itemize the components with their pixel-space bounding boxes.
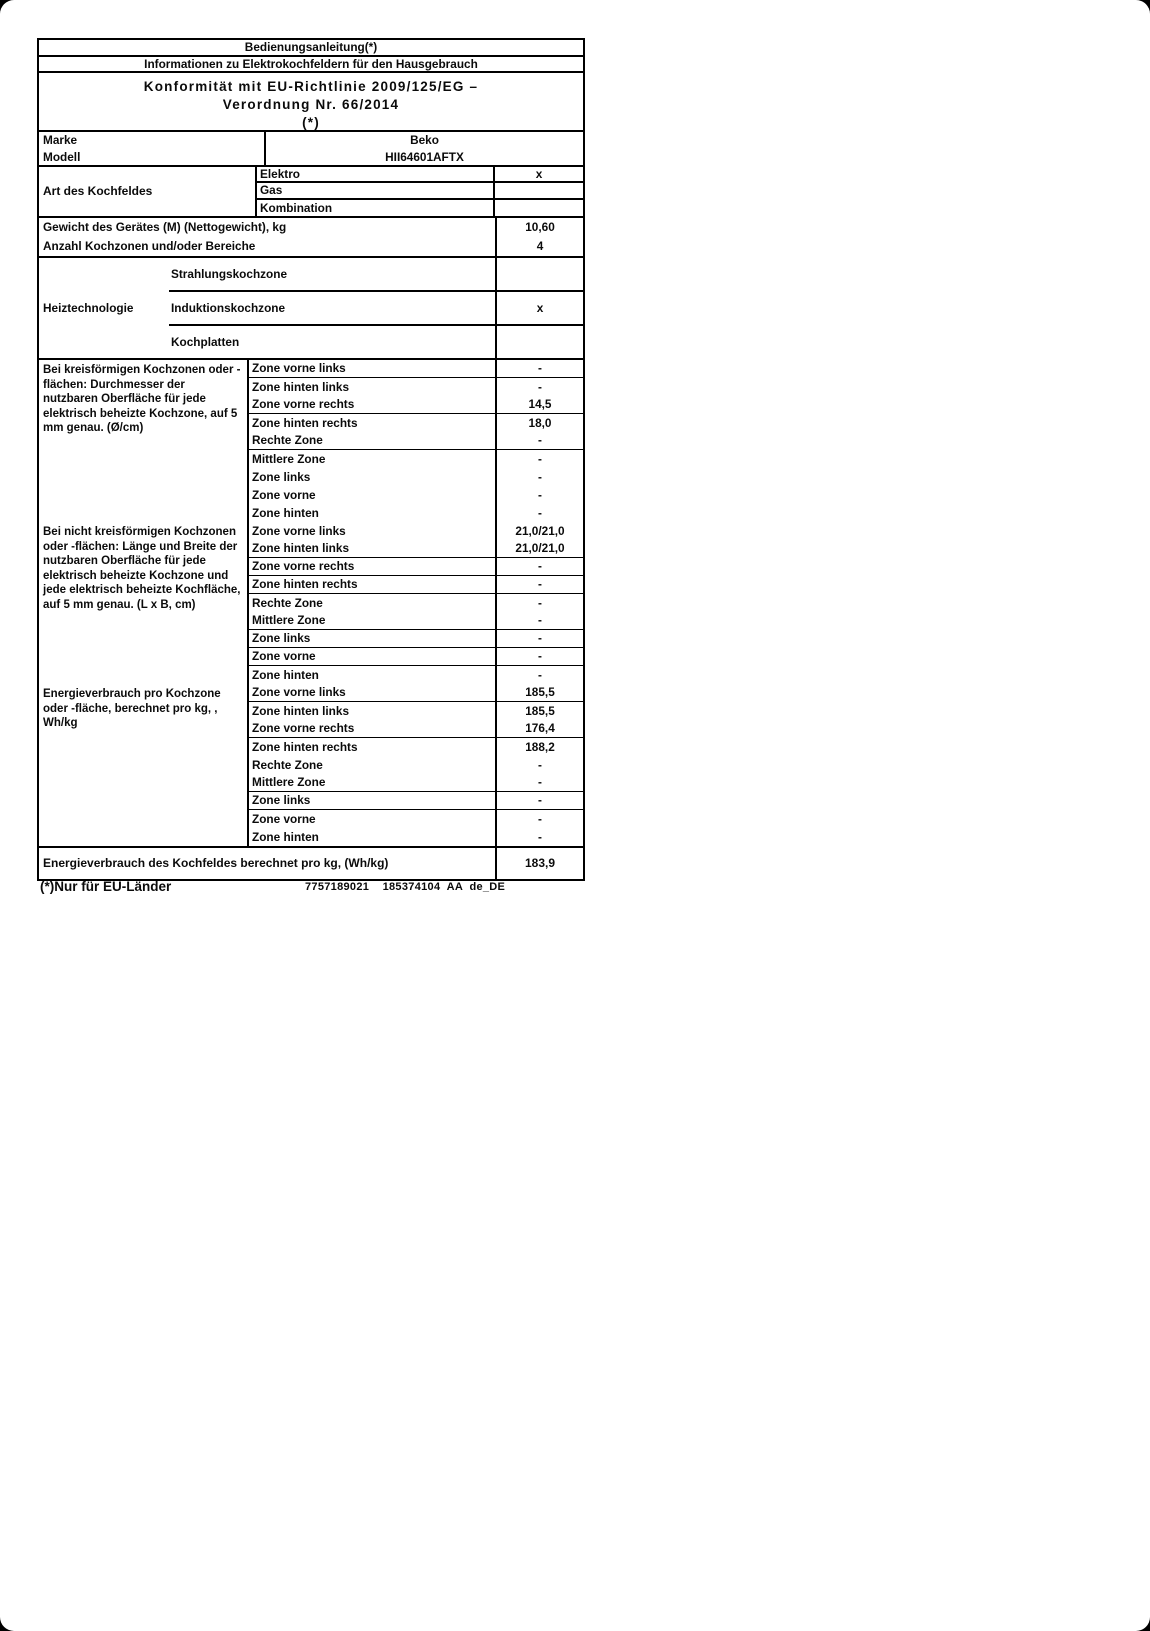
zone-value: - <box>495 486 583 504</box>
zone-name: Zone vorne rechts <box>252 721 355 736</box>
table-row <box>249 504 583 522</box>
energy-total-label: Energieverbrauch des Kochfeldes berechnet pro kg, (Wh/kg) <box>43 856 389 871</box>
zone-value: - <box>495 576 583 593</box>
energy-total-value: 183,9 <box>495 848 583 879</box>
table-row <box>249 756 583 774</box>
zone-name: Zone vorne links <box>252 361 346 376</box>
zone-name: Zone hinten <box>252 505 319 520</box>
brand-label: Marke <box>39 132 266 149</box>
zone-value: 14,5 <box>495 396 583 413</box>
zone-name: Mittlere Zone <box>252 775 326 790</box>
zone-name: Zone hinten <box>252 667 319 682</box>
zone-count-label: Anzahl Kochzonen und/oder Bereiche <box>43 239 256 254</box>
table-row <box>249 684 583 702</box>
weight-count-block <box>39 218 583 258</box>
hob-type-option-value <box>495 183 583 199</box>
zone-value: - <box>495 648 583 665</box>
table-row <box>169 258 583 292</box>
product-fiche-table <box>37 38 585 881</box>
zone-name: Zone links <box>252 631 311 646</box>
table-row <box>249 792 583 810</box>
heating-option-label: Kochplatten <box>171 334 240 349</box>
eu-countries-note: (*)Nur für EU-Länder <box>40 879 172 894</box>
circular-zones-section <box>39 360 583 522</box>
zone-name: Zone hinten links <box>252 379 350 394</box>
weight-value: 10,60 <box>495 218 583 237</box>
table-row <box>249 486 583 504</box>
heating-option-value <box>495 258 583 290</box>
zone-value: - <box>495 468 583 486</box>
heating-technology-label: Heiztechnologie <box>43 300 134 315</box>
heating-technology-block <box>39 258 583 360</box>
identity-block <box>39 132 583 167</box>
table-row <box>169 326 583 358</box>
zone-value: - <box>495 828 583 846</box>
doc-header-line1: Bedienungsanleitung(*) <box>39 40 583 57</box>
table-row <box>169 292 583 326</box>
hob-type-label: Art des Kochfeldes <box>39 167 257 216</box>
energy-per-zone-label: Energieverbrauch pro Kochzone oder -fläche, berechnet pro kg, , Wh/kg <box>39 684 249 846</box>
table-row <box>249 522 583 540</box>
zone-name: Zone vorne links <box>252 685 346 700</box>
zone-name: Zone hinten links <box>252 703 350 718</box>
hob-type-option-label: Elektro <box>257 167 495 183</box>
heating-option-label: Induktionskochzone <box>171 300 286 315</box>
model-label: Modell <box>39 149 266 166</box>
hob-type-option-label: Kombination <box>257 200 495 216</box>
circular-zones-label: Bei kreisförmigen Kochzonen oder -flächen: Durchmesser der nutzbaren Oberfläche für jede elektrisch beheizte Kochzone, auf 5 mm genau. (Ø/cm) <box>39 360 249 522</box>
zone-name: Mittlere Zone <box>252 451 326 466</box>
heating-technology-rows <box>169 258 583 358</box>
table-row <box>39 218 583 237</box>
hob-type-option-value: x <box>495 167 583 183</box>
zone-value: - <box>495 792 583 809</box>
zone-name: Zone hinten rechts <box>252 739 358 754</box>
zone-name: Zone hinten links <box>252 541 350 556</box>
table-row <box>249 702 583 720</box>
zone-name: Zone links <box>252 469 311 484</box>
table-row <box>249 468 583 486</box>
zone-name: Zone vorne rechts <box>252 397 355 412</box>
zone-name: Zone vorne <box>252 649 316 664</box>
zone-value: - <box>495 756 583 774</box>
zone-name: Rechte Zone <box>252 433 323 448</box>
zone-name: Zone vorne <box>252 487 316 502</box>
zone-name: Zone vorne rechts <box>252 559 355 574</box>
weight-label: Gewicht des Gerätes (M) (Nettogewicht), kg <box>43 220 287 235</box>
noncircular-zones-label: Bei nicht kreisförmigen Kochzonen oder -flächen: Länge und Breite der nutzbaren Oberfläche für jede elektrisch beheizte Kochzone und jede elektrisch beheizte Kochfläche, auf 5 mm genau. (L x B, cm) <box>39 522 249 684</box>
zone-value: 185,5 <box>495 702 583 720</box>
energy-per-zone-section <box>39 684 583 846</box>
energy-total-row <box>39 848 583 879</box>
zone-value: - <box>495 810 583 828</box>
zone-value: - <box>495 432 583 449</box>
zone-value: - <box>495 612 583 629</box>
zone-value: 185,5 <box>495 684 583 701</box>
document-code: 7757189021 185374104 AA de_DE <box>305 881 506 893</box>
table-row <box>249 450 583 468</box>
zone-value: 18,0 <box>495 414 583 432</box>
zone-name: Zone hinten <box>252 829 319 844</box>
table-row <box>249 360 583 378</box>
doc-title-line1: Konformität mit EU-Richtlinie 2009/125/EG – <box>143 79 479 94</box>
doc-title-line2: Verordnung Nr. 66/2014 <box>222 97 400 112</box>
heating-option-value: x <box>495 292 583 324</box>
zone-name: Mittlere Zone <box>252 613 326 628</box>
zone-value: 188,2 <box>495 738 583 756</box>
doc-title-note: (*) <box>302 115 320 130</box>
zone-value: - <box>495 594 583 612</box>
table-row <box>249 414 583 432</box>
table-row <box>249 738 583 756</box>
zone-name: Zone links <box>252 793 311 808</box>
table-row <box>249 432 583 450</box>
table-row <box>249 540 583 558</box>
doc-header-line2: Informationen zu Elektrokochfeldern für den Hausgebrauch <box>39 57 583 73</box>
zone-count-value: 4 <box>495 237 583 256</box>
zone-value: - <box>495 630 583 647</box>
zone-name: Rechte Zone <box>252 595 323 610</box>
table-row <box>249 594 583 612</box>
table-row <box>249 720 583 738</box>
zone-value: - <box>495 558 583 575</box>
zone-value: 21,0/21,0 <box>495 540 583 557</box>
zone-value: - <box>495 360 583 377</box>
doc-title <box>39 73 583 132</box>
hob-type-option-label: Gas <box>257 183 495 199</box>
heating-option-value <box>495 326 583 358</box>
model-value: HII64601AFTX <box>385 149 464 164</box>
zone-name: Rechte Zone <box>252 757 323 772</box>
table-row <box>249 396 583 414</box>
zone-value: - <box>495 378 583 396</box>
zone-value: - <box>495 774 583 791</box>
zone-value: 176,4 <box>495 720 583 737</box>
zone-value: - <box>495 666 583 684</box>
zone-name: Zone hinten rechts <box>252 577 358 592</box>
table-row <box>249 558 583 576</box>
table-row <box>249 828 583 846</box>
zone-value: - <box>495 450 583 468</box>
table-row <box>249 576 583 594</box>
circular-zones-rows <box>249 360 583 522</box>
table-row <box>249 612 583 630</box>
noncircular-zones-rows <box>249 522 583 684</box>
zone-value: 21,0/21,0 <box>495 522 583 540</box>
zone-name: Zone vorne <box>252 811 316 826</box>
table-row <box>39 237 583 256</box>
noncircular-zones-section <box>39 522 583 684</box>
energy-per-zone-rows <box>249 684 583 846</box>
heating-option-label: Strahlungskochzone <box>171 266 288 281</box>
table-row <box>249 648 583 666</box>
table-row <box>249 810 583 828</box>
hob-type-option-value <box>495 200 583 216</box>
table-row <box>249 774 583 792</box>
table-row <box>249 666 583 684</box>
table-row <box>249 630 583 648</box>
zone-value: - <box>495 504 583 522</box>
table-row <box>249 378 583 396</box>
brand-value: Beko <box>410 133 439 148</box>
hob-type-block <box>39 167 583 218</box>
zone-name: Zone hinten rechts <box>252 415 358 430</box>
zone-name: Zone vorne links <box>252 523 346 538</box>
zones-block <box>39 360 583 848</box>
